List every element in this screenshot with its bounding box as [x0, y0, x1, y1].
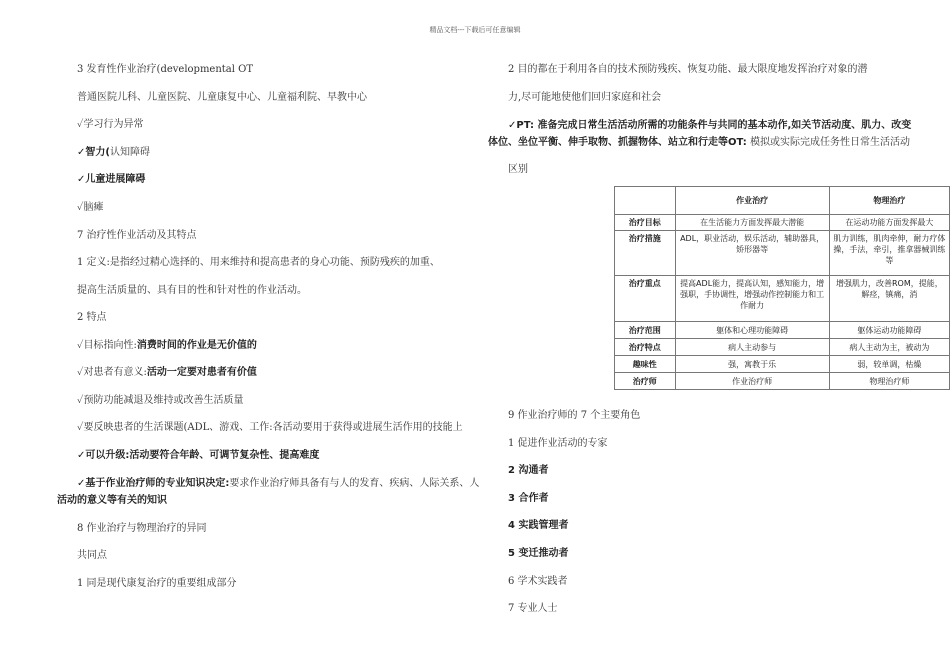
table-row-label: 趣味性	[615, 356, 676, 373]
table-cell: 弱，较单调，枯燥	[829, 356, 949, 373]
list-item-bold: 活动要符合年龄、可调节复杂性、提高难度	[129, 450, 320, 461]
table-cell: 在生活能力方面发挥最大潜能	[675, 215, 829, 231]
list-item-bold: 活动一定要对患者有价值	[146, 367, 257, 378]
list-item: 3 合作者	[508, 493, 549, 504]
table-row	[615, 339, 950, 356]
list-item: ✓脑瘫	[77, 202, 104, 213]
text-bold: 体位、坐位平衡、伸手取物、抓握物体、站立和行走等OT:	[488, 137, 747, 148]
list-item: ✓儿童进展障碍	[77, 174, 146, 185]
list-item-continued: 活动的意义等有关的知识	[57, 495, 167, 506]
table-row	[615, 356, 950, 373]
table-header-ot: 作业治疗	[675, 187, 829, 215]
table-row-label: 治疗措施	[615, 231, 676, 276]
table-row	[615, 215, 950, 231]
sub-heading: 区别	[508, 164, 528, 175]
list-item	[77, 339, 257, 353]
list-item-bold: ✓智力(	[77, 147, 110, 158]
table-row-label: 治疗目标	[615, 215, 676, 231]
list-item	[77, 366, 257, 380]
table-cell: ADL，职业活动，娱乐活动，辅助器具，矫形器等	[675, 231, 829, 276]
list-item: 6 学术实践者	[508, 576, 568, 587]
list-item: ✓预防功能减退及维持或改善生活质量	[77, 395, 244, 406]
section-heading: 9 作业治疗师的 7 个主要角色	[508, 410, 641, 421]
table-cell: 强，寓教于乐	[675, 356, 829, 373]
table-cell: 物理治疗师	[829, 373, 949, 390]
table-row-label: 治疗范围	[615, 322, 676, 339]
list-item-bold: ✓基于作业治疗师的专业知识决定:	[77, 478, 230, 489]
table-cell: 增强肌力，改善ROM，提能，解痉，镇痛，消	[829, 276, 949, 322]
list-item: 1 促进作业活动的专家	[508, 438, 608, 449]
table-cell: 病人主动参与	[675, 339, 829, 356]
sub-heading: 2 特点	[77, 312, 107, 323]
table-row-label: 治疗师	[615, 373, 676, 390]
table-header-pt: 物理治疗	[829, 187, 949, 215]
table-corner	[615, 187, 676, 215]
list-item-text: 要求作业治疗师具备有与人的发育、疾病、人际关系、人	[229, 478, 480, 489]
paragraph-line	[488, 136, 910, 150]
text-normal: 模拟或实际完成任务性日常生活活动	[746, 137, 910, 148]
list-item-bold: 消费时间的作业是无价值的	[136, 340, 257, 351]
list-item: 5 变迁推动者	[508, 548, 569, 559]
table-row	[615, 231, 950, 276]
heading-developmental-ot: 3 发育性作业治疗(developmental OT	[77, 64, 254, 75]
paragraph-line-bold: ✓PT: 准备完成日常生活活动所需的功能条件与共同的基本动作,如关节活动度、肌力、改变	[508, 120, 912, 131]
paragraph-line: 1 定义:是指经过精心选择的、用来维持和提高患者的身心功能、预防残疾的加重、	[77, 257, 440, 268]
list-item-text: ✓目标指向性:	[77, 340, 137, 351]
table-cell: 肌力训练，肌肉牵伸，耐力疗体操，手法，牵引，推拿器械训练等	[829, 231, 949, 276]
table-cell: 提高ADL能力，提高认知，感知能力，增强职，手协调性，增强动作控制能力和工作耐力	[675, 276, 829, 322]
paragraph-line: 力,尽可能地使他们回归家庭和社会	[508, 92, 662, 103]
section-heading: 7 治疗性作业活动及其特点	[77, 230, 197, 241]
paragraph-line: 提高生活质量的、具有目的性和针对性的作业活动。	[77, 285, 307, 296]
list-item-bold: ✓可以升级:	[77, 450, 130, 461]
list-item-text: ✓对患者有意义:	[77, 367, 147, 378]
list-item	[77, 449, 319, 463]
list-item: ✓学习行为异常	[77, 119, 144, 130]
table-cell: 躯体和心理功能障碍	[675, 322, 829, 339]
table-cell: 作业治疗师	[675, 373, 829, 390]
table-row	[615, 373, 950, 390]
list-item	[77, 477, 479, 491]
paragraph-line: 2 目的都在于利用各自的技术预防残疾、恢复功能、最大限度地发挥治疗对象的潜	[508, 64, 868, 75]
paragraph-line: 1 同是现代康复治疗的重要组成部分	[77, 578, 237, 589]
table-cell: 病人主动为主，被动为	[829, 339, 949, 356]
list-item	[77, 146, 150, 160]
table-row	[615, 322, 950, 339]
table-row	[615, 276, 950, 322]
table-row-label: 治疗特点	[615, 339, 676, 356]
list-item: 2 沟通者	[508, 465, 549, 476]
page-header: 精品文档---下载后可任意编辑	[429, 26, 521, 34]
list-item: ✓要反映患者的生活课题(ADL、游戏、工作:各活动要用于获得或进展生活作用的技能上	[77, 422, 463, 433]
text-settings: 普通医院儿科、儿童医院、儿童康复中心、儿童福利院、早教中心	[77, 92, 367, 103]
comparison-table-wrapper	[614, 186, 950, 396]
section-heading: 8 作业治疗与物理治疗的异同	[77, 523, 207, 534]
table-row-label: 治疗重点	[615, 276, 676, 322]
list-item-text: 认知障碍	[109, 147, 150, 158]
sub-heading: 共同点	[77, 550, 107, 561]
list-item: 4 实践管理者	[508, 520, 569, 531]
table-cell: 在运动功能方面发挥最大	[829, 215, 949, 231]
table-header-row	[615, 187, 950, 215]
list-item: 7 专业人士	[508, 603, 558, 614]
table-cell: 躯体运动功能障碍	[829, 322, 949, 339]
comparison-table	[614, 186, 950, 390]
